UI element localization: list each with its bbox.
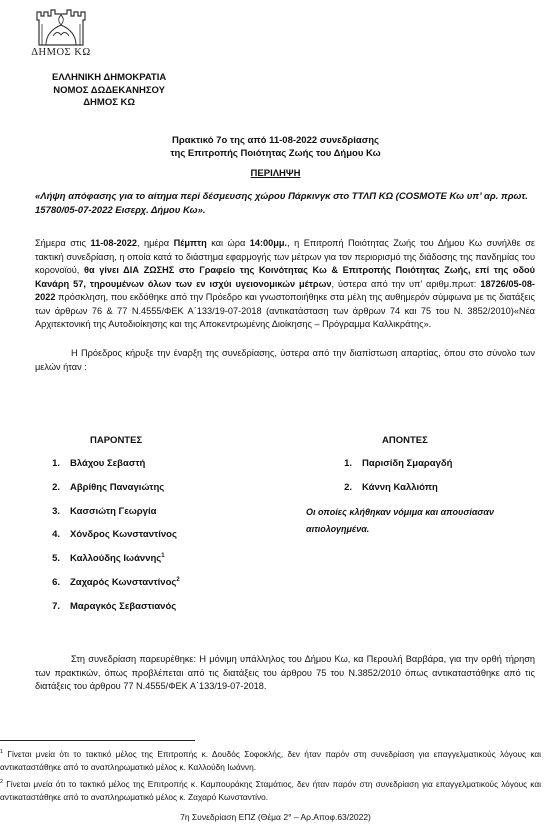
document-header: [52, 72, 166, 110]
member-name: [70, 577, 180, 588]
member-name-text: Μαραγκός Σεβαστιανός: [70, 600, 177, 612]
footnote-number: 2: [0, 779, 4, 785]
item-number: 3.: [52, 505, 60, 517]
item-number: 7.: [52, 600, 60, 612]
member-name: [70, 458, 145, 469]
member-name: [70, 482, 164, 493]
text-run: , ύστερα από την υπ’ αριθμ.πρωτ:: [331, 278, 481, 289]
municipality-logo: [22, 4, 100, 62]
title-line: της Επιτροπής Ποιότητας Ζωής του Δήμου Κω: [170, 148, 381, 159]
present-list: [46, 458, 266, 625]
item-number: 4.: [52, 529, 60, 541]
intro-paragraph: [35, 237, 535, 332]
list-item: [46, 553, 266, 577]
member-name: [70, 553, 165, 564]
meeting-date: 11-08-2022: [90, 238, 137, 248]
footnote: [0, 746, 541, 774]
logo-text: ΔΗΜΟΣ ΚΩ: [31, 47, 91, 58]
page-footer: 7η Συνεδρίαση ΕΠΖ (Θέμα 2° – Αρ.Αποφ.63/2022): [180, 812, 371, 822]
item-number: 5.: [52, 553, 60, 565]
subject-line: «Λήψη απόφασης για το αίτημα περί δέσμευσης χώρου Πάρκινγκ στο ΤΤΛΠ ΚΩ (COSMOTE Κω υπ’ αρ. πρωτ. 15780/05-07-2022 Εισερχ. Δήμου Κω».: [35, 191, 528, 216]
member-name-text: Χόνδρος Κωνσταντίνος: [70, 529, 177, 541]
list-item: [46, 601, 266, 625]
footnote: [0, 776, 541, 804]
item-number: 6.: [52, 576, 60, 588]
member-name-text: Ζαχαρός Κωνσταντίνος: [70, 577, 177, 589]
member-name-text: Βλάχου Σεβαστή: [70, 458, 146, 469]
text-run: , ημέρα: [136, 238, 174, 248]
protocol-number: 18726/05-08-2022: [35, 278, 535, 302]
header-line: ΔΗΜΟΣ ΚΩ: [83, 97, 136, 108]
member-name: Κάννη Καλλιόπη: [362, 481, 438, 493]
secretary-paragraph: Στη συνεδρίαση παρευρέθηκε: Η μόνιμη υπάλληλος του Δήμου Κω, κα Περουλή Βαρβάρα, για την ορθή τήρηση των πρακτικών, όπως προβλέπεται από τις διατάξεις του άρθρου 75 του Ν.3852/2010 όπως αντικαταστάθηκε από τις διατάξεις του άρθρου 77 Ν.4555/ΦΕΚ Α΄133/19-07-2018.: [35, 654, 535, 691]
footnote-ref[interactable]: 1: [161, 553, 165, 560]
text-run: Σήμερα στις: [35, 238, 91, 248]
item-number: 1.: [52, 458, 60, 469]
member-name-text: Αβρίθης Παναγιώτης: [70, 481, 165, 493]
footnote-text: Γίνεται μνεία ότι το τακτικό μέλος της Επιτροπής κ. Καμπουράκης Σταμάτιος, δεν ήταν παρόν στη συνεδρίαση για επαγγελματικούς λόγους και αντικαταστάθηκε από το αναπληρωματικό μέλος κ. Ζαχαρό Κωνσταντίνο.: [0, 778, 541, 802]
meeting-day: Πέμπτη: [173, 238, 207, 248]
meeting-location: θα γίνει ΔΙΑ ΖΩΣΗΣ στο Γραφείο της Κοινότητας Κω & Επιτροπής Ποιότητας Ζωής, επί της οδού Κανάρη 57, τηρουμένων όλων των εν ισχύι υγειονομικών μέτρων: [35, 265, 535, 289]
title-line: Πρακτικό 7ο της από 11-08-2022 συνεδρίασης: [172, 135, 379, 146]
footnote-divider: [0, 740, 195, 741]
list-item: [338, 482, 538, 506]
meeting-time: 14:00μμ.: [249, 238, 288, 248]
absent-heading: ΑΠΟΝΤΕΣ: [382, 435, 428, 446]
list-item: [46, 458, 266, 482]
quorum-paragraph: Η Πρόεδρος κήρυξε την έναρξη της συνεδρίασης, ύστερα από την διαπίστωση απαρτίας, όπου στο σύνολο των μελών ήταν :: [35, 348, 535, 372]
member-name: [70, 506, 156, 517]
header-line: ΕΛΛΗΝΙΚΗ ΔΗΜΟΚΡΑΤΙΑ: [52, 72, 167, 83]
summary-heading: ΠΕΡΙΛΗΨΗ: [250, 168, 301, 179]
text-run: και ώρα: [206, 238, 250, 248]
member-name: Παρισίδη Σμαραγδή: [362, 458, 453, 469]
list-item: [46, 482, 266, 506]
item-number: 1.: [344, 458, 352, 469]
member-name-text: Καλλούδης Ιωάννης: [70, 553, 162, 565]
absent-note: Οι οποίες κλήθηκαν νόμιμα και απουσίασαν αιτιολογημένα.: [306, 507, 494, 534]
item-number: 2.: [52, 481, 60, 493]
list-item: [46, 506, 266, 530]
list-item: [46, 529, 266, 553]
text-run: , η Επιτροπή Ποιότητας Ζωής του Δήμου Κω συνήλθε σε τακτική συνεδρίαση, η οποία κατά το διάστημα εφαρμογής των μέτρων για τον περιορισμό της διάδοσης της πανδημίας του κορονοϊού,: [35, 238, 536, 275]
present-heading: ΠΑΡΟΝΤΕΣ: [90, 435, 143, 446]
document-title: [0, 134, 551, 160]
header-line: ΝΟΜΟΣ ΔΩΔΕΚΑΝΗΣΟΥ: [53, 84, 165, 96]
list-item: [46, 577, 266, 601]
castle-emblem-icon: [36, 4, 86, 46]
member-name-text: Κασσιώτη Γεωργία: [70, 505, 157, 517]
absent-list: [338, 458, 538, 506]
footnote-ref[interactable]: 2: [176, 576, 180, 583]
footnote-text: Γίνεται μνεία ότι το τακτικό μέλος της Επιτροπής κ. Δουδός Σοφοκλής, δεν ήταν παρόν στη συνεδρίαση για επαγγελματικούς λόγους και αντικαταστάθηκε από το αναπληρωματικό μέλος κ. Καλλούδη Ιωάννη.: [0, 748, 541, 772]
member-name: [70, 601, 176, 612]
text-run: πρόσκληση, που εκδόθηκε από την Πρόεδρο και γνωστοποιήθηκε στα μέλη της αυθημερόν σύμφωνα με τις διατάξεις των άρθρων 76 & 77 Ν.4555/ΦΕΚ Α΄133/19-07-2018 (αντικατάσταση των άρθρων 74 και 75 του Ν. 3852/2010)«Νέα Αρχιτεκτονική της Αυτοδιοίκησης και της Αποκεντρωμένης Διοίκησης – Πρόγραμμα Καλλικράτης».: [35, 292, 535, 329]
footnote-number: 1: [0, 749, 4, 755]
list-item: [338, 458, 538, 482]
item-number: 2.: [344, 481, 352, 493]
member-name: [70, 529, 177, 540]
